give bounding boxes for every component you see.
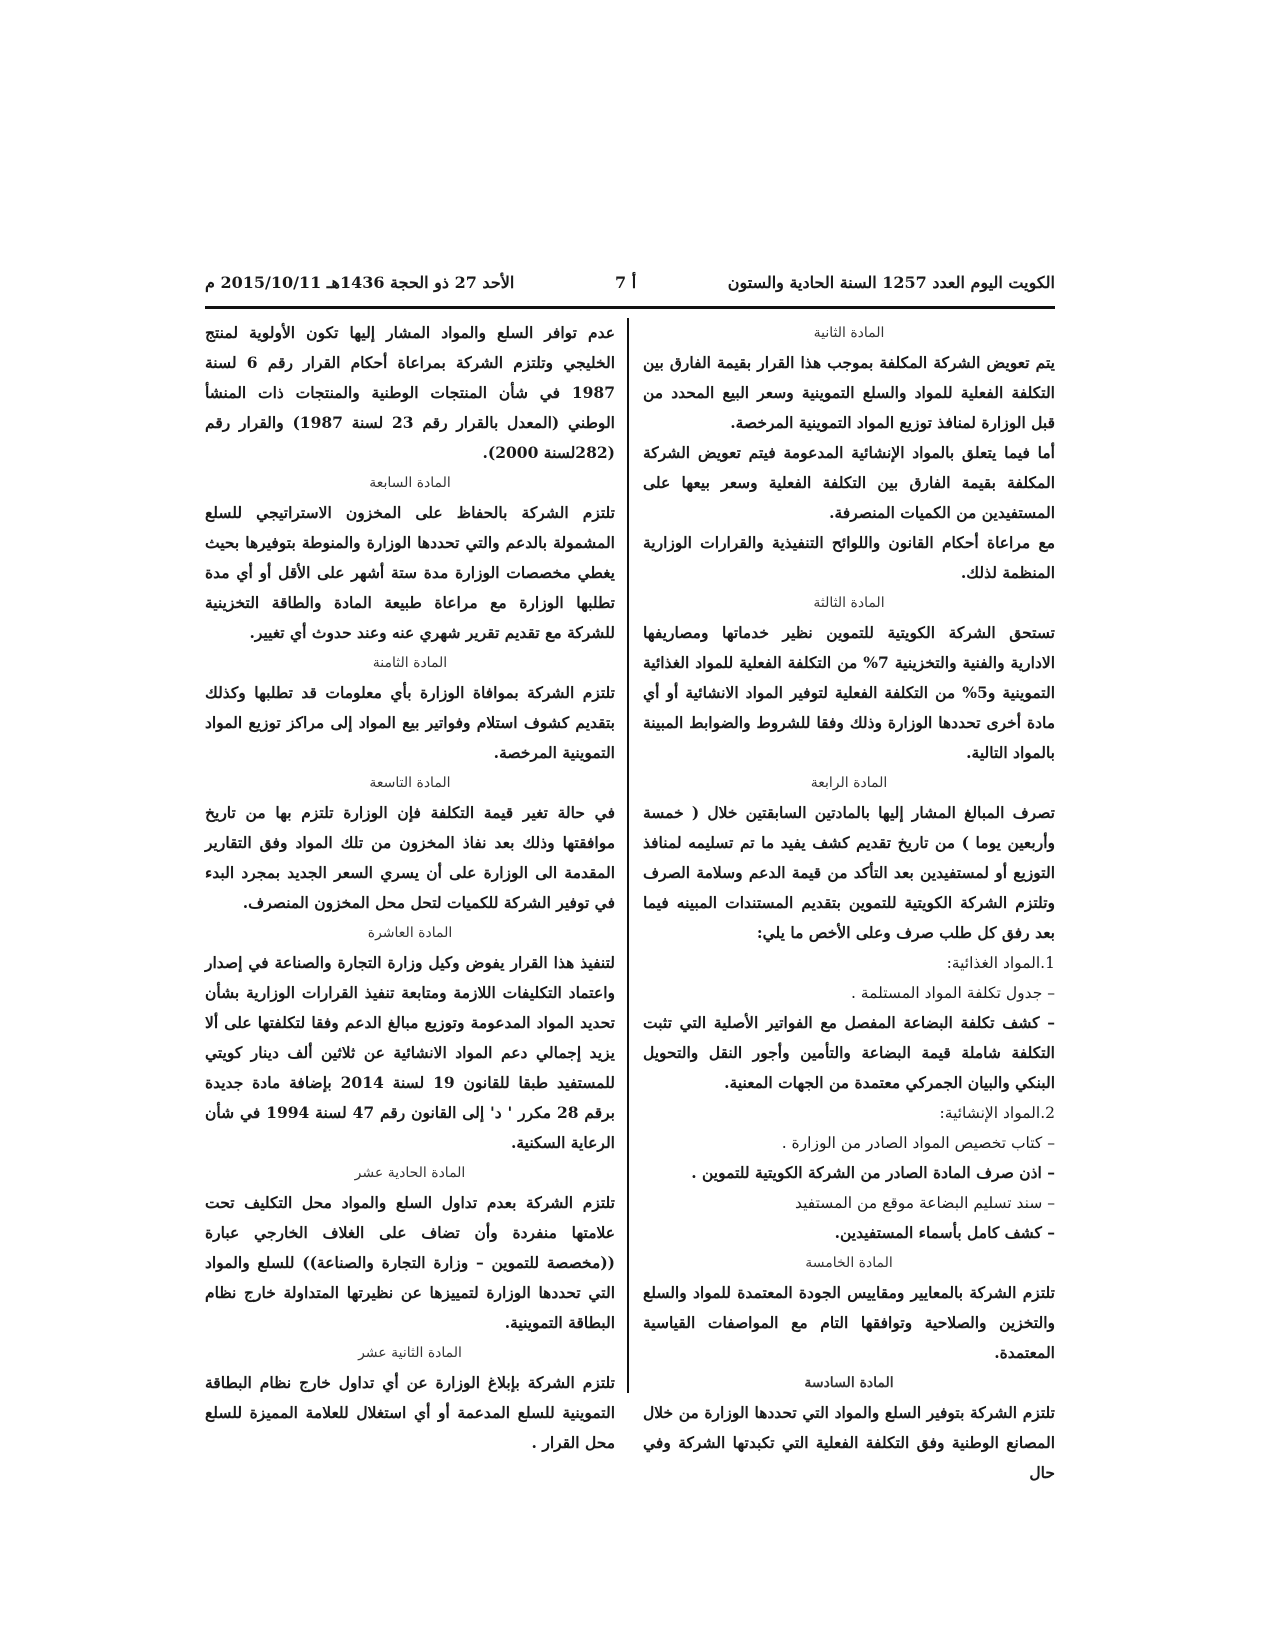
- article-4-item-1-b: – كشف تكلفة البضاعة المفصل مع الفواتير الأصلية التي تثبت التكلفة شاملة قيمة البضاعة والتأمين وأجور النقل والتحويل البنكي والبيان الجمركي معتمدة من الجهات المعنية.: [643, 1013, 1055, 1092]
- header-publication: الكويت اليوم العدد 1257 السنة الحادية والستون: [727, 272, 1055, 292]
- article-2-paragraph-3: مع مراعاة أحكام القانون واللوائح التنفيذية والقرارات الوزارية المنظمة لذلك.: [643, 533, 1055, 582]
- article-5-paragraph-1: تلتزم الشركة بالمعايير ومقاييس الجودة المعتمدة للمواد والسلع والتخزين والصلاحية وتوافقها التام مع المواصفات القياسية المعتمدة.: [643, 1283, 1055, 1362]
- article-6-title: المادة السادسة: [804, 1375, 894, 1391]
- article-4-item-2-b: – اذن صرف المادة الصادر من الشركة الكويتية للتموين .: [691, 1163, 1055, 1182]
- article-10-paragraph-1: لتنفيذ هذا القرار يفوض وكيل وزارة التجارة والصناعة في إصدار واعتماد التكليفات اللازمة ومتابعة تنفيذ القرارات الوزارية بشأن تحديد المواد المدعومة وتوزيع مبالغ الدعم وفقا لتكلفتها على ألا يزيد إجمالي دعم المواد الانشائية عن ثلاثين ألف دينار كويتي للمستفيد طبقا للقانون 19 لسنة 2014 بإضافة مادة جديدة برقم 28 مكرر ' د' إلى القانون رقم 47 لسنة 1994 في شأن الرعاية السكنية.: [205, 953, 615, 1152]
- page-header: [205, 268, 1055, 296]
- article-9-paragraph-1: في حالة تغير قيمة التكلفة فإن الوزارة تلتزم بها من تاريخ موافقتها وذلك بعد نفاذ المخزون من تلك المواد وفق التقارير المقدمة الى الوزارة على أن يسري السعر الجديد بمجرد البدء في توفير الشركة للكميات لتحل محل المخزون المنصرف.: [205, 803, 615, 912]
- article-4-item-2-c: – سند تسليم البضاعة موقع من المستفيد: [794, 1194, 1055, 1212]
- article-4-item-2-d: – كشف كامل بأسماء المستفيدين.: [834, 1223, 1055, 1242]
- article-4-item-1-heading: 1.المواد الغذائية:: [946, 954, 1055, 972]
- article-3-title: المادة الثالثة: [813, 595, 885, 611]
- article-5-title: المادة الخامسة: [805, 1255, 893, 1271]
- article-7-title: المادة السابعة: [369, 475, 451, 491]
- right-column: [643, 318, 1056, 1482]
- article-4-item-1-a: – جدول تكلفة المواد المستلمة .: [850, 984, 1055, 1002]
- article-11-title: المادة الحادية عشر: [354, 1165, 466, 1181]
- article-2-paragraph-1: يتم تعويض الشركة المكلفة بموجب هذا القرار بقيمة الفارق بين التكلفة الفعلية للمواد والسلع التموينية وسعر البيع المحدد من قبل الوزارة لمنافذ توزيع المواد التموينية المرخصة.: [643, 353, 1055, 432]
- article-4-item-2-heading: 2.المواد الإنشائية:: [939, 1104, 1055, 1122]
- article-3-paragraph-1: تستحق الشركة الكويتية للتموين نظير خدماتها ومصاريفها الادارية والفنية والتخزينية 7% من التكلفة الفعلية للمواد الغذائية التموينية و5% من التكلفة الفعلية لتوفير المواد الانشائية أو أي مادة أخرى تحددها الوزارة وذلك وفقا للشروط والضوابط المبينة بالمواد التالية.: [643, 623, 1056, 762]
- article-10-title: المادة العاشرة: [367, 925, 453, 941]
- article-6-continuation: عدم توافر السلع والمواد المشار إليها تكون الأولوية لمنتج الخليجي وتلتزم الشركة بمراعاة أحكام القرار رقم 6 لسنة 1987 في شأن المنتجات الوطنية والمنتجات ذات المنشأ الوطني (المعدل بالقرار رقم 23 لسنة 1987) والقرار رقم (282لسنة 2000).: [205, 323, 616, 462]
- article-9-title: المادة التاسعة: [369, 775, 451, 791]
- article-8-title: المادة الثامنة: [372, 655, 448, 671]
- article-11-paragraph-1: تلتزم الشركة بعدم تداول السلع والمواد محل التكليف تحت علامتها منفردة وأن تضاف على الغلاف الخارجي عبارة ((مخصصة للتموين – وزارة التجارة والصناعة)) للسلع والمواد التي تحددها الوزارة لتمييزها عن نظيرتها المتداولة خارج نظام البطاقة التموينية.: [205, 1193, 615, 1332]
- article-12-title: المادة الثانية عشر: [358, 1345, 462, 1361]
- article-7-paragraph-1: تلتزم الشركة بالحفاظ على المخزون الاستراتيجي للسلع المشمولة بالدعم والتي تحددها الوزارة والمنوطة بتوفيرها بحيث يغطي مخصصات الوزارة مدة ستة أشهر على الأقل أو أي مدة تطلبها الوزارة مع مراعاة طبيعة المادة والطاقة التخزينية للشركة مع تقديم تقرير شهري عنه وعند حدوث أي تغيير.: [205, 503, 615, 642]
- article-2-title: المادة الثانية: [813, 325, 885, 341]
- article-2-paragraph-2: أما فيما يتعلق بالمواد الإنشائية المدعومة فيتم تعويض الشركة المكلفة بقيمة الفارق بين التكلفة الفعلية وسعر بيعها على المستفيدين من الكميات المنصرفة.: [643, 443, 1055, 522]
- article-4-title: المادة الرابعة: [810, 775, 888, 791]
- header-page-number: أ 7: [615, 272, 637, 292]
- article-4-item-2-a: – كتاب تخصيص المواد الصادر من الوزارة .: [781, 1134, 1055, 1152]
- header-date: الأحد 27 ذو الحجة 1436هـ 2015/10/11 م: [205, 272, 515, 292]
- column-divider: [627, 318, 629, 1393]
- article-6-paragraph-1: تلتزم الشركة بتوفير السلع والمواد التي تحددها الوزارة من خلال المصانع الوطنية وفق التكلفة الفعلية التي تكبدتها الشركة وفي حال: [643, 1403, 1055, 1482]
- article-8-paragraph-1: تلتزم الشركة بموافاة الوزارة بأي معلومات قد تطلبها وكذلك بتقديم كشوف استلام وفواتير بيع المواد إلى مراكز توزيع المواد التموينية المرخصة.: [205, 683, 615, 762]
- article-12-paragraph-1: تلتزم الشركة بإبلاغ الوزارة عن أي تداول خارج نظام البطاقة التموينية للسلع المدعمة أو أي استغلال للعلامة المميزة للسلع محل القرار .: [205, 1373, 615, 1452]
- header-rule: [205, 306, 1055, 309]
- article-4-paragraph-1: تصرف المبالغ المشار إليها بالمادتين السابقتين خلال ( خمسة وأربعين يوما ) من تاريخ تقديم كشف يفيد ما تم تسليمه لمنافذ التوزيع أو لمستفيدين بعد التأكد من قيمة الدعم وسلامة الصرف وتلتزم الشركة الكويتية للتموين بتقديم المستندات المبينه فيما بعد رفق كل طلب صرف وعلى الأخص ما يلي:: [643, 803, 1055, 942]
- left-column: [205, 318, 616, 1452]
